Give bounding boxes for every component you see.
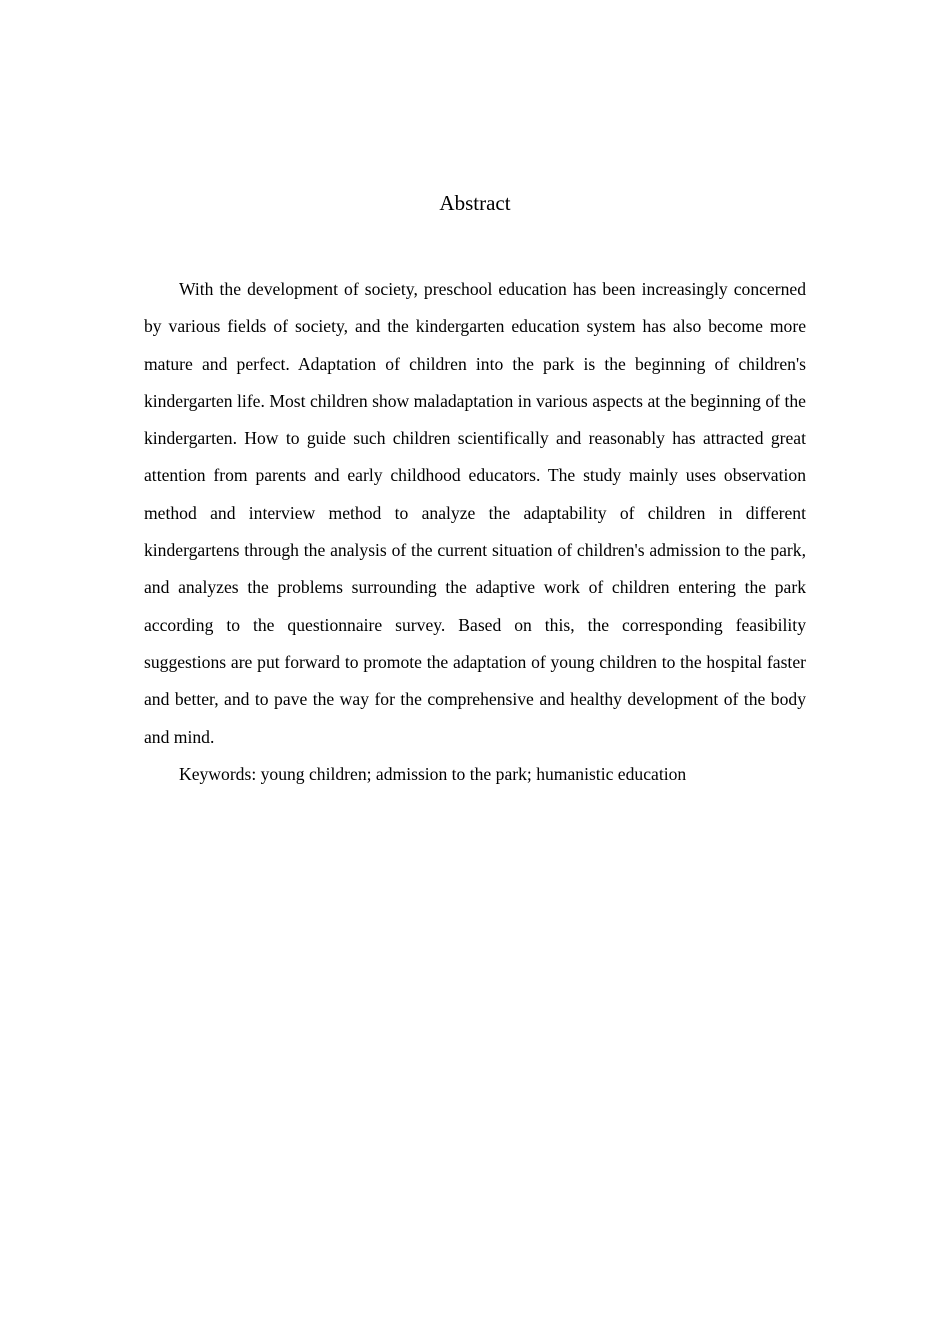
abstract-body: With the development of society, preschool education has been increasingly concerned by various fields of society, and the kindergarten education system has also become more mature and perfect. Adaptation of children into the park is the beginning of children's kindergarten life. Most children show maladaptation in various aspects at the beginning of the kindergarten. How to guide such children scientifically and reasonably has attracted great attention from parents and early childhood educators. The study mainly uses observation method and interview method to analyze the adaptability of children in different kindergartens through the analysis of the current situation of children's admission to the park, and analyzes the problems surrounding the adaptive work of children entering the park according to the questionnaire survey. Based on this, the corresponding feasibility suggestions are put forward to promote the adaptation of young children to the hospital faster and better, and to pave the way for the comprehensive and healthy development of the body and mind. <box>144 279 806 747</box>
abstract-title: Abstract <box>439 191 511 215</box>
keywords-line: Keywords: young children; admission to the park; humanistic education <box>179 764 687 784</box>
